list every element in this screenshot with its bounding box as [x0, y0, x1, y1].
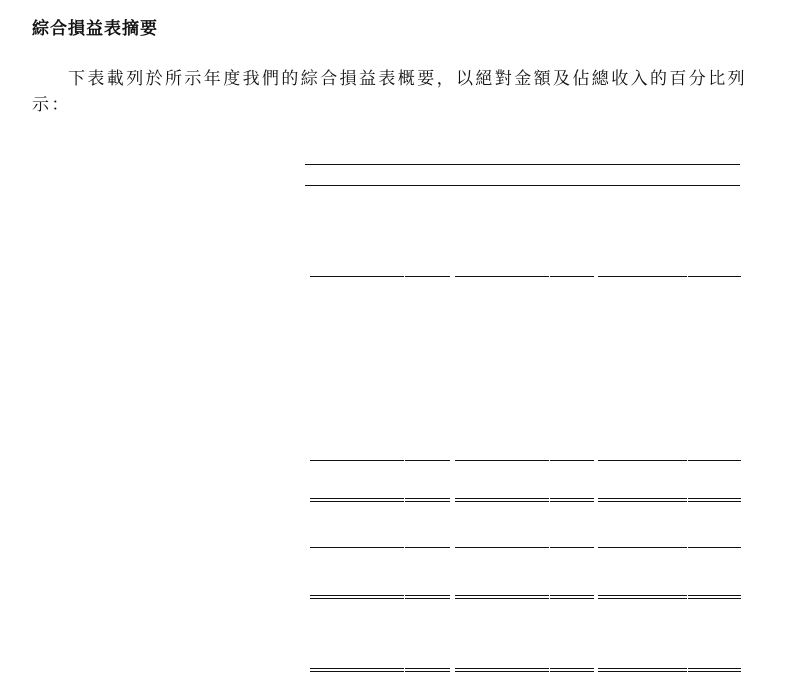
intro-paragraph: 下表載列於所示年度我們的綜合損益表概要，以絕對金額及佔總收入的百分比列示：: [32, 69, 747, 115]
underline-pct: [405, 547, 450, 548]
underline-pct: [550, 460, 594, 461]
underline-amount: [310, 460, 404, 461]
underline-pct: [405, 276, 450, 277]
underline-amount: [455, 595, 549, 599]
underline-pct: [688, 547, 741, 548]
underline-amount: [598, 547, 687, 548]
underline-amount: [310, 498, 404, 502]
underline-amount: [455, 668, 549, 672]
underline-amount: [310, 276, 404, 277]
underline-amount: [455, 498, 549, 502]
underline-amount: [598, 276, 687, 277]
year-rule-2: [595, 185, 740, 186]
header-rule: [305, 164, 740, 165]
underline-pct: [550, 595, 594, 599]
underline-pct: [405, 498, 450, 502]
underline-amount: [310, 668, 404, 672]
underline-pct: [550, 668, 594, 672]
underline-amount: [598, 460, 687, 461]
underline-amount: [598, 498, 687, 502]
underline-pct: [688, 668, 741, 672]
underline-amount: [455, 276, 549, 277]
underline-amount: [310, 595, 404, 599]
year-rule-0: [305, 185, 450, 186]
underline-pct: [688, 595, 741, 599]
underline-amount: [310, 547, 404, 548]
underline-pct: [550, 276, 594, 277]
underline-amount: [455, 547, 549, 548]
underline-pct: [405, 595, 450, 599]
underline-amount: [455, 460, 549, 461]
section-title: 綜合損益表摘要: [32, 19, 158, 39]
underline-pct: [405, 668, 450, 672]
underline-pct: [688, 498, 741, 502]
underline-pct: [550, 547, 594, 548]
underline-amount: [598, 668, 687, 672]
underline-amount: [598, 595, 687, 599]
underline-pct: [688, 276, 741, 277]
underline-pct: [405, 460, 450, 461]
underline-pct: [688, 460, 741, 461]
underline-pct: [550, 498, 594, 502]
year-rule-1: [450, 185, 595, 186]
